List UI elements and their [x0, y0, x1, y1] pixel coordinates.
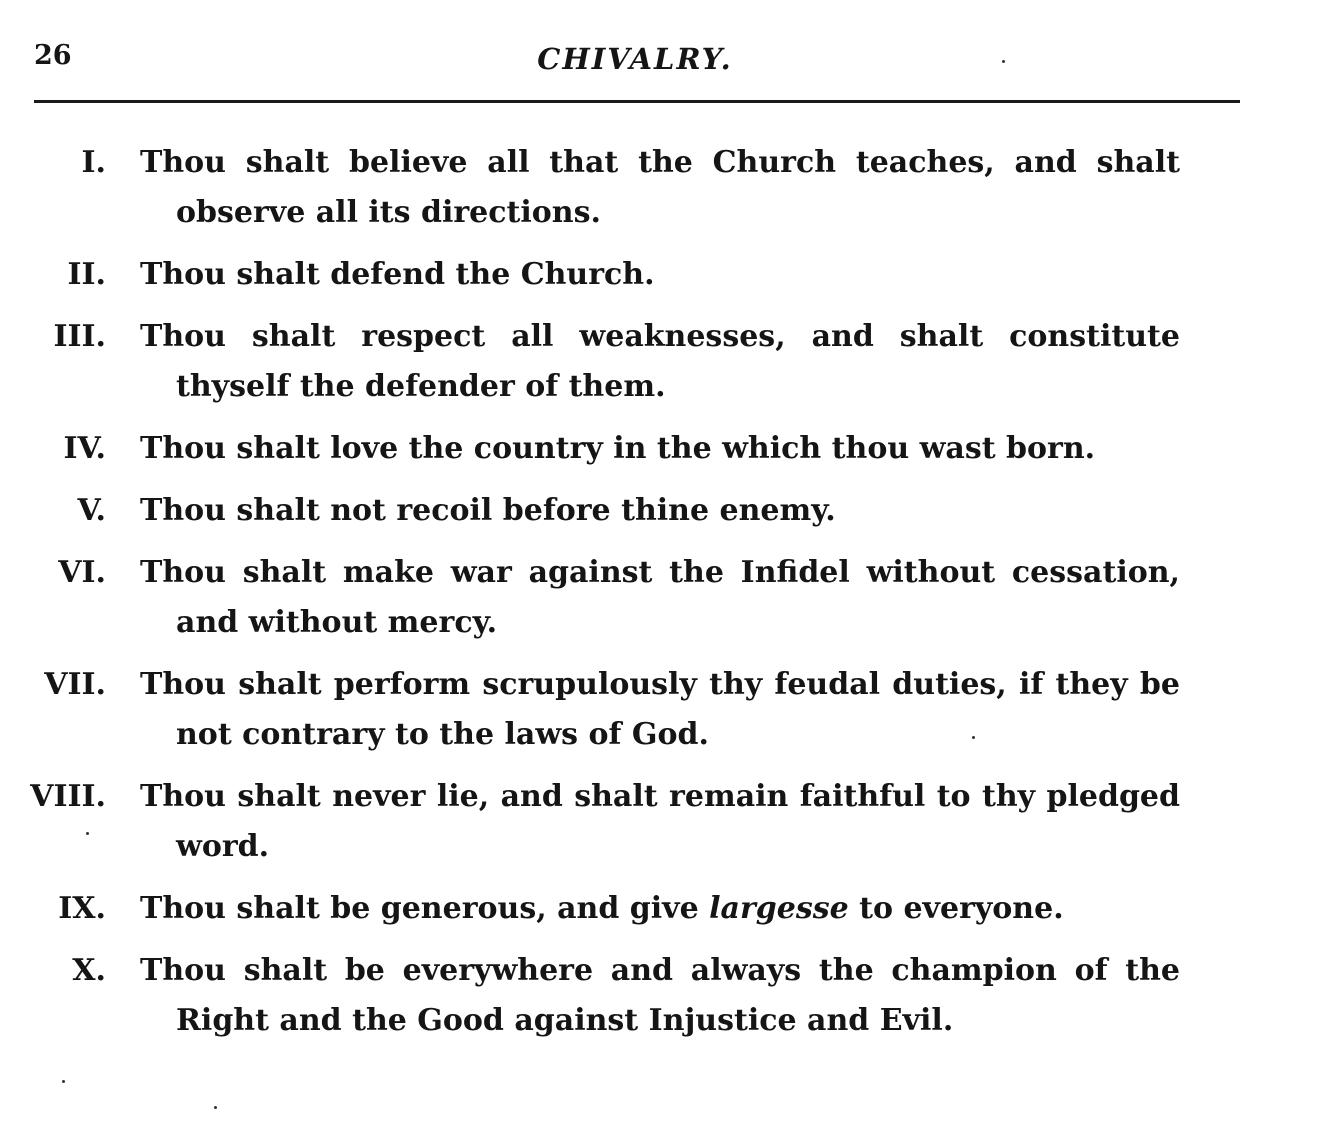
- commandments-list: [0, 138, 1318, 1058]
- commandment-item: [0, 486, 1318, 536]
- roman-numeral: III.: [53, 319, 106, 354]
- roman-numeral: VIII.: [30, 779, 106, 814]
- header-rule: [34, 100, 1240, 103]
- commandment-text: Thou shalt never lie, and shalt remain faithful to thy pledged word.: [140, 779, 1180, 864]
- roman-numeral: VI.: [58, 555, 106, 590]
- commandment-text: Thou shalt defend the Church.: [140, 257, 655, 292]
- commandment-text: Thou shalt not recoil before thine enemy.: [140, 493, 836, 528]
- commandment-text: Thou shalt respect all weaknesses, and shalt constitute thyself the defender of them.: [140, 319, 1180, 404]
- roman-numeral: VII.: [44, 667, 106, 702]
- commandment-text: Thou shalt perform scrupulously thy feudal duties, if they be not contrary to the laws of God.: [140, 667, 1180, 752]
- commandment-item: [0, 548, 1318, 648]
- text-segment: to everyone.: [848, 891, 1064, 926]
- roman-numeral: IV.: [63, 431, 106, 466]
- commandment-text: [140, 884, 1180, 934]
- commandment-text: Thou shalt love the country in the which thou wast born.: [140, 431, 1096, 466]
- commandment-item: [0, 884, 1318, 934]
- commandment-item: [0, 772, 1318, 872]
- commandment-item: [0, 138, 1318, 238]
- running-title: CHIVALRY.: [537, 42, 733, 76]
- page-number: 26: [34, 40, 72, 71]
- italic-term-largesse: largesse: [709, 891, 849, 926]
- commandment-item: [0, 946, 1318, 1046]
- print-speck: [62, 1080, 65, 1083]
- text-segment: Thou shalt be generous, and give: [140, 891, 710, 926]
- print-speck: [1002, 60, 1005, 63]
- roman-numeral: IX.: [58, 891, 106, 926]
- roman-numeral: X.: [72, 953, 106, 988]
- commandment-item: [0, 424, 1318, 474]
- roman-numeral: I.: [81, 145, 106, 180]
- print-speck: [214, 1106, 217, 1109]
- commandment-text: Thou shalt make war against the Infidel without cessation, and without mercy.: [140, 555, 1180, 640]
- commandment-text: Thou shalt believe all that the Church teaches, and shalt observe all its directions.: [140, 145, 1180, 230]
- commandment-item: [0, 660, 1318, 760]
- roman-numeral: II.: [67, 257, 106, 292]
- commandment-item: [0, 250, 1318, 300]
- commandment-text: Thou shalt be everywhere and always the champion of the Right and the Good against Injustice and Evil.: [140, 953, 1180, 1038]
- commandment-item: [0, 312, 1318, 412]
- roman-numeral: V.: [77, 493, 106, 528]
